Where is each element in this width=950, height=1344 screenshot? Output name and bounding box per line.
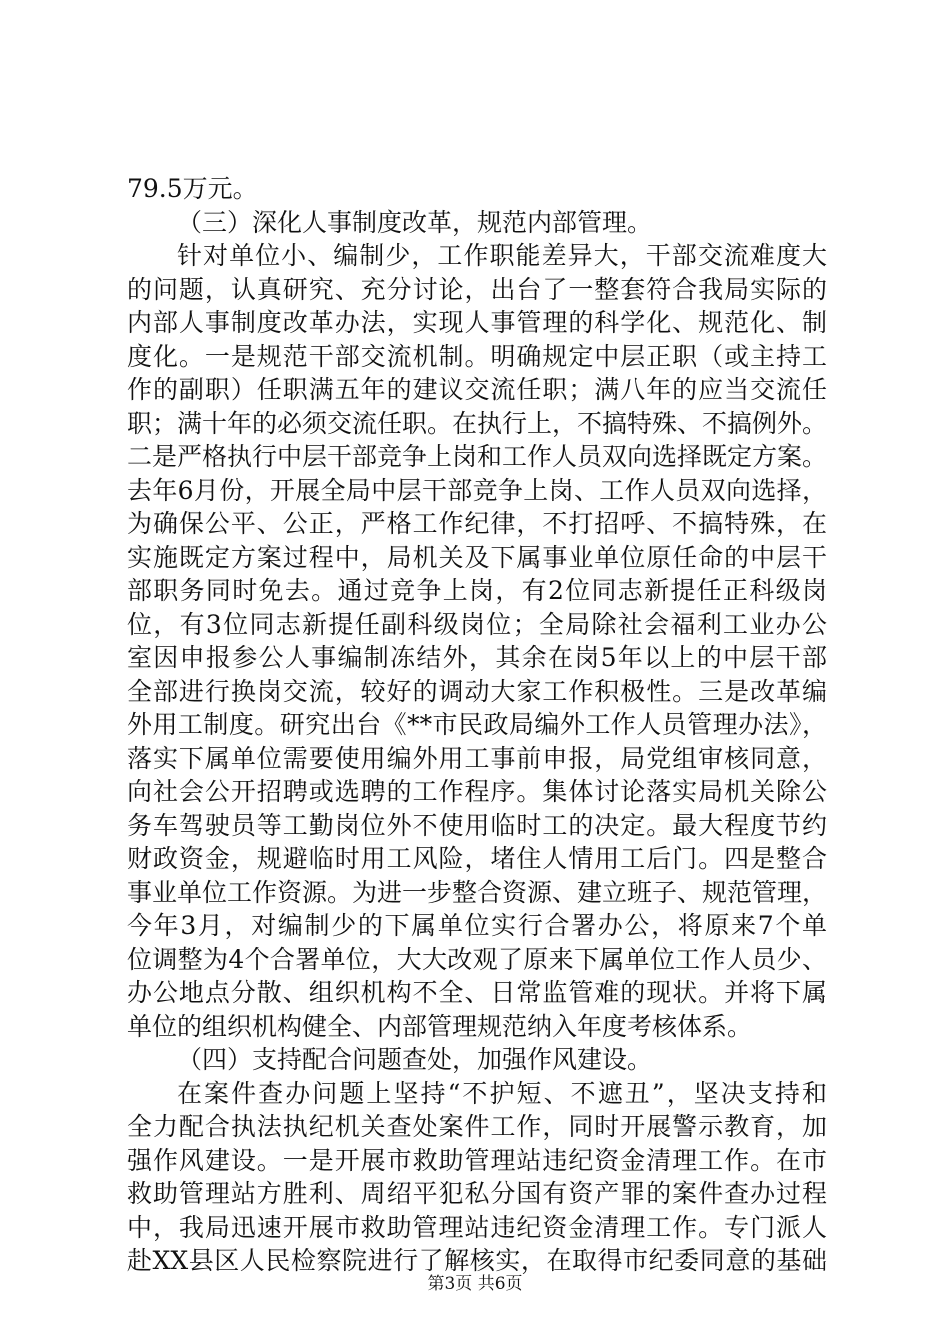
text-line: 全力配合执法执纪机关查处案件工作，同时开展警示教育，加 — [127, 1112, 827, 1141]
text-line: 作的副职）任职满五年的建议交流任职；满八年的应当交流任 — [127, 375, 827, 404]
page-footer — [0, 1272, 950, 1296]
text-line: 职；满十年的必须交流任职。在执行上，不搞特殊、不搞例外。 — [127, 408, 828, 438]
text-line: 内部人事制度改革办法，实现人事管理的科学化、规范化、制 — [127, 308, 827, 337]
text-line: 实施既定方案过程中，局机关及下属事业单位原任命的中层干 — [127, 542, 827, 572]
text-line: 室因申报参公人事编制冻结外，其余在岗5年以上的中层干部 — [127, 643, 827, 672]
document-body — [127, 172, 827, 1278]
text-line: 强作风建设。一是开展市救助管理站违纪资金清理工作。在市 — [127, 1145, 827, 1175]
text-line: 财政资金，规避临时用工风险，堵住人情用工后门。四是整合 — [127, 844, 827, 873]
text-line: 赴XX县区人民检察院进行了解核实，在取得市纪委同意的基础 — [127, 1246, 827, 1275]
text-line: 部职务同时免去。通过竞争上岗，有2位同志新提任正科级岗 — [127, 576, 827, 605]
text-line: 向社会公开招聘或选聘的工作程序。集体讨论落实局机关除公 — [127, 777, 827, 806]
text-line: 务车驾驶员等工勤岗位外不使用临时工的决定。最大程度节约 — [127, 810, 827, 840]
text-line: （四）支持配合问题查处，加强作风建设。 — [177, 1045, 653, 1074]
text-line: 的问题，认真研究、充分讨论，出台了一整套符合我局实际的 — [127, 274, 827, 304]
text-line: 在案件查办问题上坚持“不护短、不遮丑”，坚决支持和 — [177, 1078, 827, 1108]
text-line: 位调整为4个合署单位，大大改观了原来下属单位工作人员少、 — [127, 944, 827, 974]
text-line: 位，有3位同志新提任副科级岗位；全局除社会福利工业办公 — [127, 609, 827, 639]
text-line: 二是严格执行中层干部竞争上岗和工作人员双向选择既定方案。 — [127, 442, 828, 471]
text-line: （三）深化人事制度改革，规范内部管理。 — [177, 207, 653, 237]
text-line: 今年3月，对编制少的下属单位实行合署办公，将原来7个单 — [127, 911, 827, 940]
text-line: 救助管理站方胜利、周绍平犯私分国有资产罪的案件查办过程 — [127, 1179, 827, 1208]
text-line: 79.5万元。 — [127, 174, 258, 203]
text-line: 全部进行换岗交流，较好的调动大家工作积极性。三是改革编 — [127, 676, 827, 706]
text-line: 为确保公平、公正，严格工作纪律，不打招呼、不搞特殊，在 — [127, 509, 827, 538]
page-number: 第3页 共6页 — [427, 1274, 523, 1294]
text-line: 事业单位工作资源。为进一步整合资源、建立班子、规范管理， — [127, 877, 828, 907]
text-line: 度化。一是规范干部交流机制。明确规定中层正职（或主持工 — [127, 341, 827, 371]
text-line: 外用工制度。研究出台《**市民政局编外工作人员管理办法》， — [127, 710, 827, 739]
text-line: 办公地点分散、组织机构不全、日常监管难的现状。并将下属 — [127, 978, 827, 1007]
text-line: 去年6月份，开展全局中层干部竞争上岗、工作人员双向选择， — [127, 475, 827, 505]
text-line: 中，我局迅速开展市救助管理站违纪资金清理工作。专门派人 — [127, 1212, 827, 1242]
text-line: 针对单位小、编制少，工作职能差异大，干部交流难度大 — [177, 241, 827, 270]
text-line: 落实下属单位需要使用编外用工事前申报，局党组审核同意， — [127, 743, 827, 773]
text-line: 单位的组织机构健全、内部管理规范纳入年度考核体系。 — [127, 1011, 753, 1041]
